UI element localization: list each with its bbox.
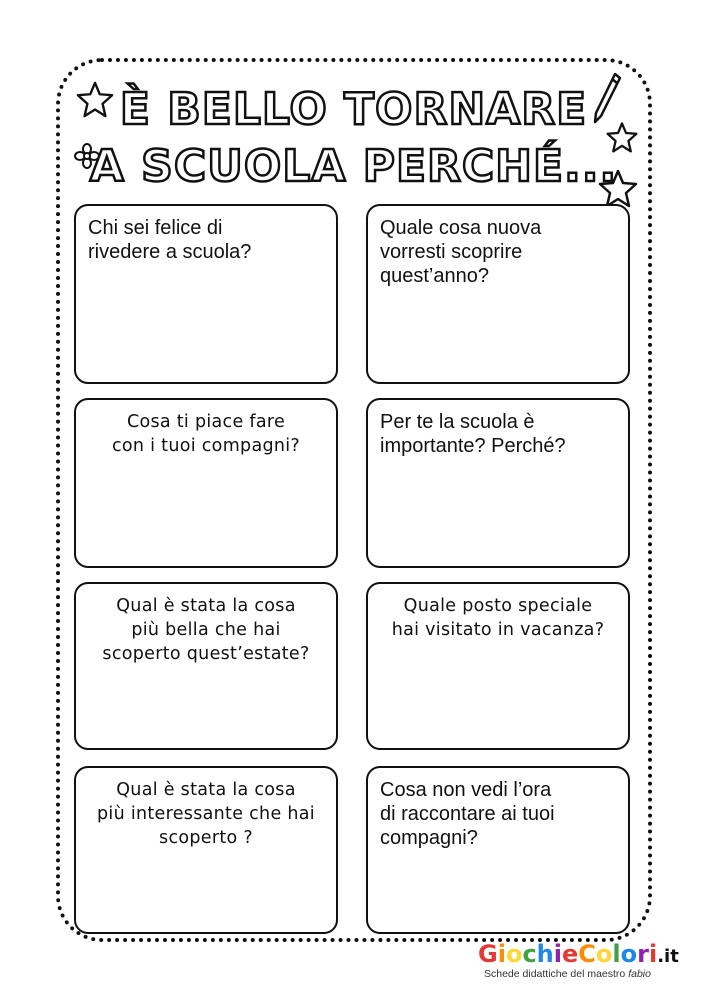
question-text: Qual è stata la cosa più bella che hai scoperto quest’estate? bbox=[102, 596, 310, 664]
logo-letter: i bbox=[648, 940, 658, 968]
question-text: Per te la scuola è importante? Perché? bbox=[380, 411, 566, 457]
question-card[interactable] bbox=[366, 766, 630, 934]
question-text: Quale posto speciale hai visitato in vacanza? bbox=[391, 596, 605, 640]
logo-letter: l bbox=[612, 940, 621, 968]
logo-subtitle-name: fabio bbox=[628, 968, 651, 980]
question-card[interactable] bbox=[366, 204, 630, 384]
page-title-line-1: È BELLO TORNARE bbox=[119, 84, 588, 135]
question-text: Qual è stata la cosa più interessante che hai scoperto ? bbox=[97, 780, 315, 848]
site-logo[interactable] bbox=[478, 942, 679, 966]
logo-letter: c bbox=[522, 940, 537, 968]
logo-letter: .it bbox=[657, 946, 679, 967]
logo-letter: i bbox=[497, 940, 506, 968]
question-card[interactable] bbox=[74, 766, 338, 934]
logo-letter: o bbox=[595, 940, 613, 968]
logo-letter: o bbox=[505, 940, 523, 968]
question-card[interactable] bbox=[74, 204, 338, 384]
page-title-line-2: A SCUOLA PERCHÉ... bbox=[89, 141, 618, 192]
logo-letter: e bbox=[562, 940, 579, 968]
logo-subtitle-text: Schede didattiche del maestro bbox=[484, 968, 626, 980]
question-text: Chi sei felice di rivedere a scuola? bbox=[88, 217, 252, 263]
question-card[interactable] bbox=[366, 582, 630, 750]
question-text: Cosa non vedi l’ora di raccontare ai tuoi compagni? bbox=[380, 779, 555, 849]
logo-letter: r bbox=[637, 940, 649, 968]
logo-letter: G bbox=[478, 940, 498, 968]
question-card[interactable] bbox=[74, 582, 338, 750]
logo-letter: i bbox=[553, 940, 562, 968]
question-card[interactable] bbox=[366, 398, 630, 568]
question-text: Quale cosa nuova vorresti scoprire quest’anno? bbox=[380, 217, 542, 287]
question-text: Cosa ti piace fare con i tuoi compagni? bbox=[111, 412, 301, 456]
question-card[interactable] bbox=[74, 398, 338, 568]
logo-letter: C bbox=[578, 940, 596, 968]
logo-subtitle bbox=[484, 968, 651, 980]
logo-letter: h bbox=[536, 940, 554, 968]
logo-letter: o bbox=[620, 940, 638, 968]
